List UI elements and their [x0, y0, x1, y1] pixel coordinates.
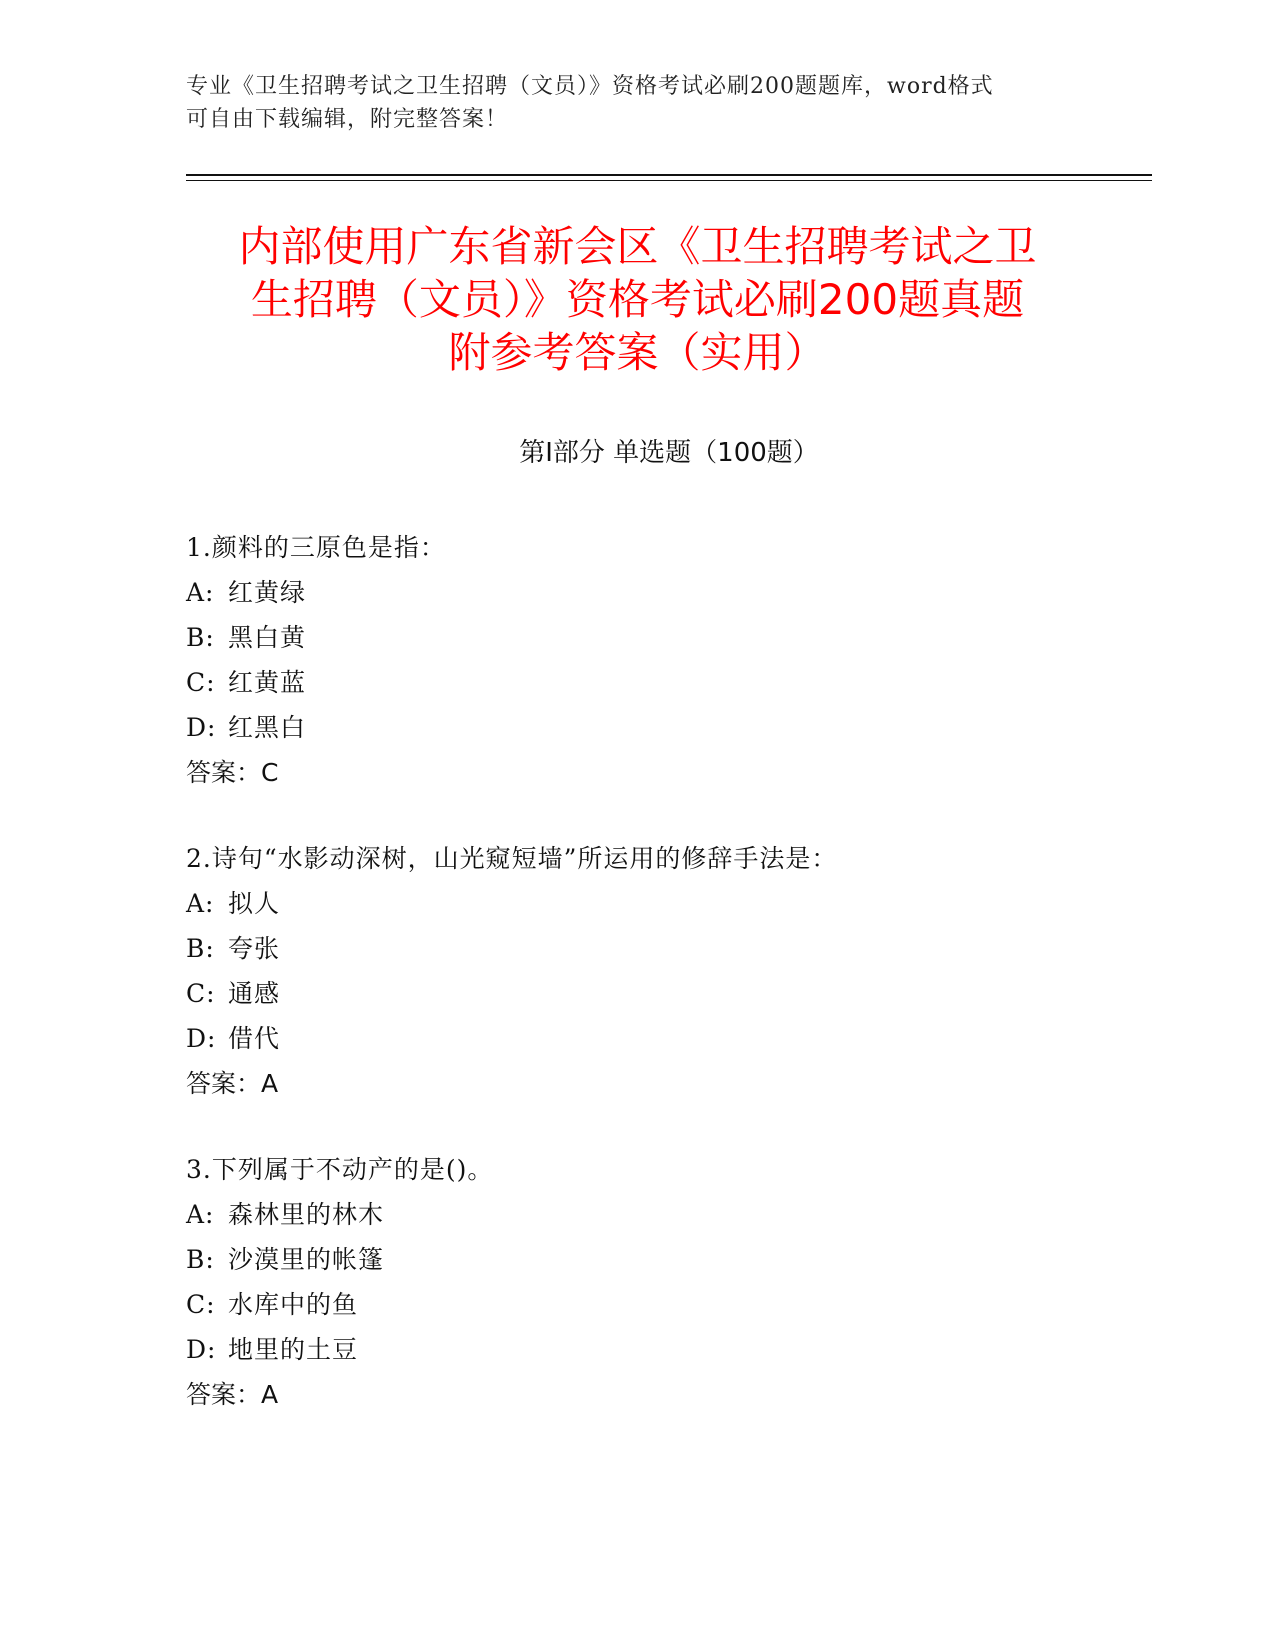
question-option [186, 705, 1152, 750]
option-text: 红黄蓝 [228, 668, 307, 697]
option-label: D: [186, 1335, 217, 1364]
question-list [186, 525, 1152, 1458]
question-answer: 答案：C [186, 758, 279, 787]
header-divider-thick [186, 174, 1152, 176]
question-option [186, 1016, 1152, 1061]
option-text: 水库中的鱼 [228, 1290, 359, 1319]
option-label: B: [186, 623, 215, 652]
question-option [186, 660, 1152, 705]
document-title-line-1: 内部使用广东省新会区《卫生招聘考试之卫 [238, 222, 1037, 271]
question-stem: 2.诗句“水影动深树，山光窥短墙”所运用的修辞手法是： [186, 844, 838, 873]
option-label: A: [186, 578, 215, 607]
question-option [186, 1192, 1152, 1237]
question-option [186, 926, 1152, 971]
option-text: 通感 [228, 979, 281, 1008]
header-note-line-1: 专业《卫生招聘考试之卫生招聘（文员）》资格考试必刷200题题库，word格式 [186, 74, 994, 99]
question-item [186, 525, 1152, 795]
question-option [186, 971, 1152, 1016]
option-text: 红黄绿 [228, 578, 307, 607]
section-title: 第Ⅰ部分 单选题（100题） [519, 438, 819, 468]
option-label: A: [186, 1200, 215, 1229]
option-text: 红黑白 [228, 713, 307, 742]
option-text: 森林里的林木 [228, 1200, 385, 1229]
question-option [186, 570, 1152, 615]
document-title-line-2: 生招聘（文员）》资格考试必刷200题真题 [250, 275, 1025, 324]
question-stem: 3.下列属于不动产的是()。 [186, 1155, 494, 1184]
option-label: B: [186, 1245, 215, 1274]
question-stem: 1.颜料的三原色是指： [186, 533, 446, 562]
option-text: 夸张 [228, 934, 281, 963]
question-option [186, 1237, 1152, 1282]
header-note [186, 70, 1066, 136]
option-text: 借代 [228, 1024, 281, 1053]
option-label: C: [186, 1290, 216, 1319]
header-divider-thin [186, 180, 1152, 181]
question-option [186, 1327, 1152, 1372]
option-text: 拟人 [228, 889, 281, 918]
option-text: 地里的土豆 [228, 1335, 359, 1364]
question-option [186, 1282, 1152, 1327]
option-label: D: [186, 713, 217, 742]
question-option [186, 881, 1152, 926]
option-text: 沙漠里的帐篷 [228, 1245, 385, 1274]
option-label: B: [186, 934, 215, 963]
option-label: C: [186, 979, 216, 1008]
header-note-line-2: 可自由下载编辑，附完整答案！ [186, 107, 509, 132]
option-label: A: [186, 889, 215, 918]
question-item [186, 1147, 1152, 1417]
question-answer: 答案：A [186, 1380, 279, 1409]
document-title-line-3: 附参考答案（实用） [448, 328, 827, 377]
question-answer: 答案：A [186, 1069, 279, 1098]
option-text: 黑白黄 [228, 623, 307, 652]
option-label: D: [186, 1024, 217, 1053]
option-label: C: [186, 668, 216, 697]
question-option [186, 615, 1152, 660]
document-title [150, 220, 1125, 379]
question-item [186, 836, 1152, 1106]
